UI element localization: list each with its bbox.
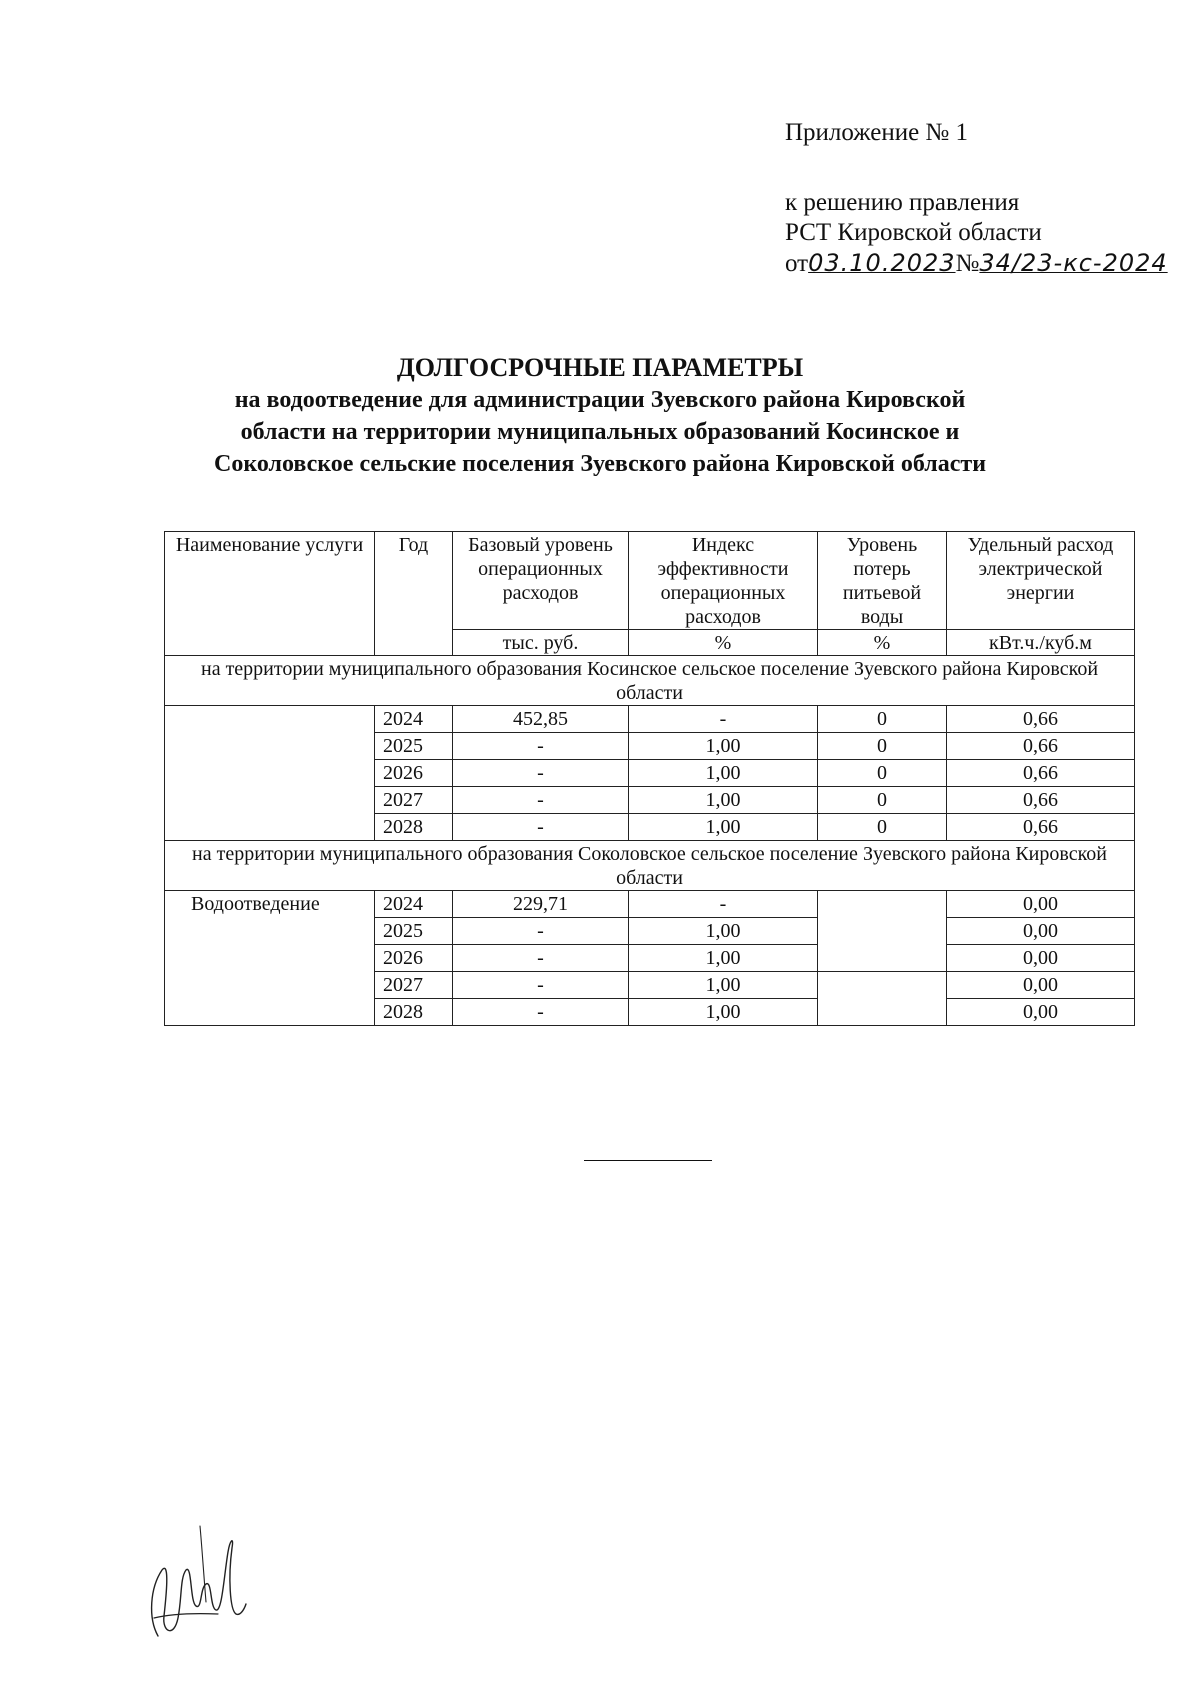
header-energy: Удельный расход электрической энергии (947, 532, 1135, 630)
parameters-table (164, 531, 1135, 1026)
table-header-row (165, 532, 1135, 630)
row-year: 2025 (375, 918, 453, 945)
section-title-row (165, 656, 1135, 706)
row-index: 1,00 (629, 787, 818, 814)
row-index: 1,00 (629, 999, 818, 1026)
row-energy: 0,66 (947, 760, 1135, 787)
closing-divider (584, 1160, 712, 1161)
title-main: ДОЛГОСРОЧНЫЕ ПАРАМЕТРЫ (396, 353, 804, 382)
section-title: на территории муниципального образования Соколовское сельское поселение Зуевского района Кировской области (165, 841, 1135, 891)
row-index: 1,00 (629, 733, 818, 760)
row-year: 2026 (375, 945, 453, 972)
header-index: Индекс эффективности операционных расходов (629, 532, 818, 630)
row-base: - (453, 972, 629, 999)
row-losses (818, 972, 947, 1026)
row-index: - (629, 706, 818, 733)
row-energy: 0,66 (947, 733, 1135, 760)
row-base: - (453, 918, 629, 945)
row-losses: 0 (818, 733, 947, 760)
row-losses: 0 (818, 814, 947, 841)
row-base: - (453, 814, 629, 841)
row-index: 1,00 (629, 814, 818, 841)
row-year: 2028 (375, 999, 453, 1026)
row-year: 2026 (375, 760, 453, 787)
row-year: 2024 (375, 706, 453, 733)
section-title: на территории муниципального образования Косинское сельское поселение Зуевского района Кировской области (165, 656, 1135, 706)
row-base: 229,71 (453, 891, 629, 918)
unit-energy: кВт.ч./куб.м (947, 630, 1135, 656)
header-service: Наименование услуги (165, 532, 375, 656)
appendix-number: Приложение № 1 (785, 119, 969, 146)
section-title-row (165, 841, 1135, 891)
service-name: Водоотведение (165, 891, 375, 1026)
unit-losses: % (818, 630, 947, 656)
row-year: 2025 (375, 733, 453, 760)
row-base: 452,85 (453, 706, 629, 733)
row-losses: 0 (818, 706, 947, 733)
unit-base: тыс. руб. (453, 630, 629, 656)
row-base: - (453, 733, 629, 760)
row-index: 1,00 (629, 918, 818, 945)
row-losses: 0 (818, 787, 947, 814)
appendix-date-line (785, 248, 1168, 279)
row-energy: 0,00 (947, 999, 1135, 1026)
row-energy: 0,00 (947, 918, 1135, 945)
title-line-1: на водоотведение для администрации Зуевского района Кировской (234, 387, 966, 413)
appendix-line-2: РСТ Кировской области (785, 219, 1042, 246)
row-losses: 0 (818, 760, 947, 787)
row-base: - (453, 760, 629, 787)
table-row (165, 891, 1135, 918)
appendix-line-1: к решению правления (785, 189, 1020, 216)
header-losses: Уровень потерь питьевой воды (818, 532, 947, 630)
title-line-3: Соколовское сельские поселения Зуевского района Кировской области (213, 451, 987, 477)
appendix-title (785, 118, 968, 148)
number-prefix: № (955, 250, 980, 277)
appendix-reference (785, 188, 1168, 279)
row-index: 1,00 (629, 972, 818, 999)
document-title (150, 352, 1050, 480)
row-losses (818, 891, 947, 972)
date-prefix: от (785, 250, 809, 277)
signature-mark (140, 1518, 250, 1648)
row-base: - (453, 787, 629, 814)
decision-number: 34/23-кс-2024 (979, 249, 1168, 277)
row-index: - (629, 891, 818, 918)
row-year: 2027 (375, 787, 453, 814)
service-name (165, 706, 375, 841)
table-row (165, 706, 1135, 733)
title-line-2: области на территории муниципальных образований Косинское и (240, 419, 960, 445)
unit-index: % (629, 630, 818, 656)
row-year: 2024 (375, 891, 453, 918)
row-year: 2028 (375, 814, 453, 841)
decision-date: 03.10.2023 (808, 249, 956, 277)
row-energy: 0,66 (947, 787, 1135, 814)
row-year: 2027 (375, 972, 453, 999)
header-base: Базовый уровень операционных расходов (453, 532, 629, 630)
row-energy: 0,66 (947, 706, 1135, 733)
row-energy: 0,66 (947, 814, 1135, 841)
row-energy: 0,00 (947, 945, 1135, 972)
row-index: 1,00 (629, 945, 818, 972)
header-year: Год (375, 532, 453, 656)
row-energy: 0,00 (947, 972, 1135, 999)
row-index: 1,00 (629, 760, 818, 787)
row-energy: 0,00 (947, 891, 1135, 918)
row-base: - (453, 945, 629, 972)
row-base: - (453, 999, 629, 1026)
